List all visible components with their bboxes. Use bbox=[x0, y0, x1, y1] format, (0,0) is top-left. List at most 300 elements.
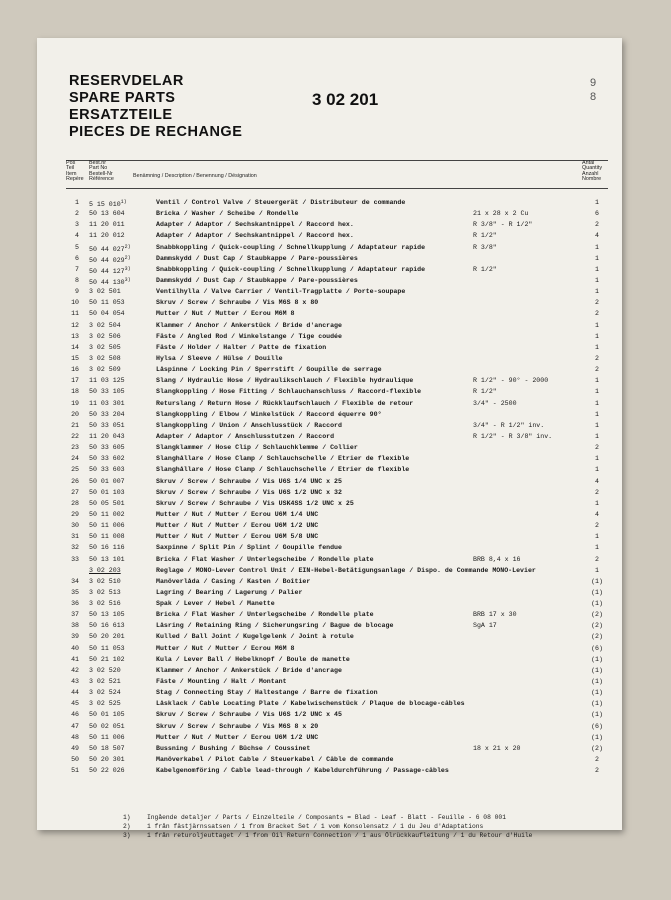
part-number: 50 11 006 bbox=[89, 522, 125, 530]
part-description: Mutter / Nut / Mutter / Ecrou U6M 5/8 UNC bbox=[156, 533, 319, 541]
part-number: 3 02 524 bbox=[89, 689, 121, 697]
part-quantity: 2 bbox=[595, 522, 599, 530]
part-description: Skruv / Screw / Schraube / Vis U6S 1/2 UNC x 45 bbox=[156, 711, 342, 719]
part-dimension: 3/4" - R 1/2" inv. bbox=[473, 421, 545, 429]
table-row bbox=[37, 321, 622, 332]
part-dimension: R 3/8" - R 1/2" bbox=[473, 221, 533, 229]
part-number: 50 13 105 bbox=[89, 611, 125, 619]
part-description: Låsring / Retaining Ring / Sicherungsring / Bague de blocage bbox=[156, 622, 394, 630]
table-row bbox=[37, 755, 622, 766]
table-row bbox=[37, 566, 622, 577]
title-german: ERSATZTEILE bbox=[69, 107, 173, 123]
part-description: Låsklack / Cable Locating Plate / Kabelwischenstück / Plaque de blocage-câbles bbox=[156, 700, 465, 708]
sheet-title bbox=[69, 73, 242, 141]
part-number: 50 11 006 bbox=[89, 733, 125, 741]
table-row bbox=[37, 298, 622, 309]
part-description: Klammer / Anchor / Ankerstück / Bride d'ancrage bbox=[156, 321, 342, 329]
part-description: Fäste / Holder / Halter / Patte de fixation bbox=[156, 343, 327, 351]
part-dimension: SgA 17 bbox=[473, 622, 497, 630]
col-head-qty: Antal Quantity Anzahl Nombre bbox=[582, 160, 603, 183]
item-position: 28 bbox=[71, 499, 79, 507]
item-position: 37 bbox=[71, 611, 79, 619]
part-quantity: 2 bbox=[595, 488, 599, 496]
table-row bbox=[37, 688, 622, 699]
part-description: Skruv / Screw / Schraube / Vis USK4SS 1/2 UNC x 25 bbox=[156, 499, 354, 507]
table-row bbox=[37, 766, 622, 777]
item-position: 18 bbox=[71, 388, 79, 396]
part-description: Bricka / Flat Washer / Unterlegscheibe / Rondelle plate bbox=[156, 555, 374, 563]
part-description: Reglage / MONO-Lever Control Unit / EIN-Hebel-Betätigungsanlage / Dispo. de Commande MONO-Levier bbox=[156, 566, 536, 574]
title-french: PIECES DE RECHANGE bbox=[69, 124, 243, 140]
part-quantity: 1 bbox=[595, 265, 599, 273]
part-description: Returslang / Return Hose / Rückklaufschlauch / Flexible de retour bbox=[156, 399, 414, 407]
part-description: Mutter / Nut / Mutter / Ecrou M6M 8 bbox=[156, 310, 295, 318]
item-position: 12 bbox=[71, 321, 79, 329]
item-position: 1 bbox=[75, 199, 79, 206]
item-position: 25 bbox=[71, 466, 79, 474]
part-quantity: 1 bbox=[595, 199, 599, 206]
part-quantity: 4 bbox=[595, 477, 599, 485]
part-quantity: 1 bbox=[595, 343, 599, 351]
item-position: 44 bbox=[71, 689, 79, 697]
part-number: 3 02 521 bbox=[89, 678, 121, 686]
part-quantity: 1 bbox=[595, 466, 599, 474]
part-quantity: 1 bbox=[595, 410, 599, 418]
part-number: 3 02 516 bbox=[89, 600, 121, 608]
part-quantity: 4 bbox=[595, 232, 599, 240]
part-quantity: (1) bbox=[591, 711, 603, 719]
item-position: 9 bbox=[75, 288, 79, 296]
table-row bbox=[37, 610, 622, 621]
item-position: 29 bbox=[71, 510, 79, 518]
part-quantity: 1 bbox=[595, 321, 599, 329]
part-description: Skruv / Screw / Schraube / Vis U6S 1/2 UNC x 32 bbox=[156, 488, 342, 496]
table-row bbox=[37, 744, 622, 755]
part-quantity: (1) bbox=[591, 666, 603, 674]
part-description: Slang / Hydraulic Hose / Hydraulikschlauch / Flexible hydraulique bbox=[156, 377, 414, 385]
title-swedish: RESERVDELAR bbox=[69, 73, 184, 89]
part-quantity: 1 bbox=[595, 288, 599, 296]
table-row bbox=[37, 666, 622, 677]
part-quantity: (2) bbox=[591, 744, 603, 752]
part-quantity: (1) bbox=[591, 577, 603, 585]
item-position: 30 bbox=[71, 522, 79, 530]
part-description: Slangklammer / Hose Clip / Schlauchklemme / Collier bbox=[156, 444, 358, 452]
part-description: Manöverkabel / Pilot Cable / Steuerkabel / Câble de commande bbox=[156, 756, 394, 764]
part-number: 3 02 505 bbox=[89, 343, 121, 351]
table-row bbox=[37, 632, 622, 643]
part-number: 50 20 301 bbox=[89, 756, 125, 764]
footnote-ref: 3) bbox=[124, 276, 131, 283]
footnote bbox=[37, 814, 622, 823]
part-number: 50 04 054 bbox=[89, 310, 125, 318]
part-description: Slanghållare / Hose Clamp / Schlauchschelle / Etrier de flexible bbox=[156, 466, 410, 474]
part-number: 5 15 010$^{1)}$ bbox=[89, 199, 127, 209]
part-description: Bussning / Bushing / Büchse / Coussinet bbox=[156, 744, 311, 752]
item-position: 10 bbox=[71, 299, 79, 307]
part-number: 50 05 501 bbox=[89, 499, 125, 507]
part-quantity: (6) bbox=[591, 644, 603, 652]
part-description: Adapter / Adaptor / Sechskantnippel / Raccord hex. bbox=[156, 221, 354, 229]
table-row bbox=[37, 354, 622, 365]
part-quantity: 2 bbox=[595, 221, 599, 229]
table-row bbox=[37, 555, 622, 566]
part-description: Saxpinne / Split Pin / Splint / Goupille fendue bbox=[156, 544, 342, 552]
part-number: 50 44 130$^{3)}$ bbox=[89, 276, 131, 287]
part-dimension: 21 x 28 x 2 Cu bbox=[473, 210, 529, 218]
part-description: Skruv / Screw / Schraube / Vis M6S 8 x 80 bbox=[156, 299, 319, 307]
table-row bbox=[37, 577, 622, 588]
part-number: 50 44 127$^{3)}$ bbox=[89, 265, 131, 276]
part-description: Spak / Lever / Hebel / Manette bbox=[156, 600, 275, 608]
footnote-ref: 3) bbox=[124, 265, 131, 272]
item-position: 19 bbox=[71, 399, 79, 407]
part-number: 3 02 508 bbox=[89, 354, 121, 362]
part-dimension: 3/4" - 2500 bbox=[473, 399, 517, 407]
item-position: 49 bbox=[71, 744, 79, 752]
part-description: Slangkoppling / Hose Fitting / Schlauchanschluss / Raccord-flexible bbox=[156, 388, 422, 396]
part-quantity: (1) bbox=[591, 678, 603, 686]
part-number: 50 13 101 bbox=[89, 555, 125, 563]
part-quantity: (2) bbox=[591, 633, 603, 641]
part-dimension: R 1/2" bbox=[473, 265, 497, 273]
table-row bbox=[37, 510, 622, 521]
table-row bbox=[37, 454, 622, 465]
table-row bbox=[37, 465, 622, 476]
item-position: 34 bbox=[71, 577, 79, 585]
part-number: 50 11 053 bbox=[89, 644, 125, 652]
part-number: 3 02 509 bbox=[89, 366, 121, 374]
part-description: Slangkoppling / Union / Anschlusstück / Raccord bbox=[156, 421, 342, 429]
part-number: 3 02 520 bbox=[89, 666, 121, 674]
part-description: Snabbkoppling / Quick-coupling / Schnellkupplung / Adaptateur rapide bbox=[156, 265, 426, 273]
part-number: 11 03 301 bbox=[89, 399, 125, 407]
footnote-ref: 1) bbox=[120, 199, 127, 205]
part-number: 50 33 605 bbox=[89, 444, 125, 452]
col-head-pos: Pos Teil Item Repère bbox=[66, 160, 84, 183]
part-number: 50 01 007 bbox=[89, 477, 125, 485]
table-row bbox=[37, 477, 622, 488]
part-quantity: 2 bbox=[595, 366, 599, 374]
item-position: 15 bbox=[71, 354, 79, 362]
part-number: 50 16 116 bbox=[89, 544, 125, 552]
table-row bbox=[37, 532, 622, 543]
part-description: Bricka / Flat Washer / Unterlegscheibe / Rondelle plate bbox=[156, 611, 374, 619]
footnote bbox=[37, 823, 622, 832]
table-row bbox=[37, 220, 622, 231]
item-position: 8 bbox=[75, 276, 79, 284]
item-position: 7 bbox=[75, 265, 79, 273]
part-quantity: 2 bbox=[595, 555, 599, 563]
part-number: 50 20 201 bbox=[89, 633, 125, 641]
table-row bbox=[37, 365, 622, 376]
item-position: 46 bbox=[71, 711, 79, 719]
table-row bbox=[37, 343, 622, 354]
part-quantity: 6 bbox=[595, 210, 599, 218]
table-row bbox=[37, 332, 622, 343]
item-position: 22 bbox=[71, 432, 79, 440]
table-row bbox=[37, 387, 622, 398]
part-quantity: (2) bbox=[591, 611, 603, 619]
part-dimension: R 1/2" - 90° - 2000 bbox=[473, 377, 549, 385]
table-row bbox=[37, 421, 622, 432]
part-quantity: 2 bbox=[595, 354, 599, 362]
item-position: 33 bbox=[71, 555, 79, 563]
part-number: 3 02 525 bbox=[89, 700, 121, 708]
part-number: 50 16 613 bbox=[89, 622, 125, 630]
item-position: 32 bbox=[71, 544, 79, 552]
item-position: 35 bbox=[71, 588, 79, 596]
part-description: Bricka / Washer / Scheibe / Rondelle bbox=[156, 210, 299, 218]
table-row bbox=[37, 276, 622, 287]
part-number: 50 21 102 bbox=[89, 655, 125, 663]
part-description: Kabelgenomföring / Cable lead-through / Kabeldurchführung / Passage-câbles bbox=[156, 767, 449, 775]
part-description: Fäste / Angled Rod / Winkelstange / Tige coudée bbox=[156, 332, 342, 340]
part-dimension: BRB 17 x 30 bbox=[473, 611, 517, 619]
part-quantity: 1 bbox=[595, 533, 599, 541]
part-quantity: (1) bbox=[591, 588, 603, 596]
item-position: 39 bbox=[71, 633, 79, 641]
part-description: Dammskydd / Dust Cap / Staubkappe / Pare-poussières bbox=[156, 254, 358, 262]
part-quantity: 1 bbox=[595, 455, 599, 463]
part-description: Snabbkoppling / Quick-coupling / Schnellkupplung / Adaptateur rapide bbox=[156, 243, 426, 251]
item-position: 24 bbox=[71, 455, 79, 463]
part-quantity: 2 bbox=[595, 299, 599, 307]
table-row bbox=[37, 432, 622, 443]
table-row bbox=[37, 677, 622, 688]
item-position: 20 bbox=[71, 410, 79, 418]
part-number: 50 18 507 bbox=[89, 744, 125, 752]
part-number: 3 02 203 bbox=[89, 566, 121, 574]
part-number: 50 13 604 bbox=[89, 210, 125, 218]
item-position: 48 bbox=[71, 733, 79, 741]
part-description: Dammskydd / Dust Cap / Staubkappe / Pare-poussières bbox=[156, 276, 358, 284]
table-row bbox=[37, 309, 622, 320]
item-position: 47 bbox=[71, 722, 79, 730]
part-quantity: 1 bbox=[595, 388, 599, 396]
part-quantity: 1 bbox=[595, 544, 599, 552]
part-dimension: R 1/2" - R 3/8" inv. bbox=[473, 432, 553, 440]
item-position: 2 bbox=[75, 210, 79, 218]
part-number: 50 11 008 bbox=[89, 533, 125, 541]
part-number: 50 33 051 bbox=[89, 421, 125, 429]
part-number: 50 33 603 bbox=[89, 466, 125, 474]
part-dimension: R 1/2" bbox=[473, 232, 497, 240]
footnotes bbox=[37, 814, 622, 841]
part-description: Hylsa / Sleeve / Hülse / Douille bbox=[156, 354, 283, 362]
item-position: 13 bbox=[71, 332, 79, 340]
part-number: 50 02 051 bbox=[89, 722, 125, 730]
item-position: 4 bbox=[75, 232, 79, 240]
part-number: 11 20 043 bbox=[89, 432, 125, 440]
footnote-text: Ingående detaljer / Parts / Einzelteile / Composants = Blad - Leaf - Blatt - Feuille - 6 08 001 bbox=[147, 814, 506, 821]
part-number: 50 33 105 bbox=[89, 388, 125, 396]
part-number: 11 20 011 bbox=[89, 221, 125, 229]
part-dimension: R 1/2" bbox=[473, 388, 497, 396]
part-description: Låspinne / Locking Pin / Sperrstift / Goupille de serrage bbox=[156, 366, 382, 374]
item-position: 5 bbox=[75, 243, 79, 251]
part-quantity: 2 bbox=[595, 767, 599, 775]
part-quantity: 1 bbox=[595, 432, 599, 440]
item-position: 31 bbox=[71, 533, 79, 541]
item-position: 21 bbox=[71, 421, 79, 429]
part-number: 50 22 026 bbox=[89, 767, 125, 775]
col-head-desc: Benämning / Description / Benennung / Désignation bbox=[133, 173, 257, 179]
header-rule-top bbox=[66, 160, 608, 161]
table-row bbox=[37, 243, 622, 254]
part-quantity: 1 bbox=[595, 254, 599, 262]
footnote bbox=[37, 832, 622, 841]
table-row bbox=[37, 376, 622, 387]
margin-mark: 9 8 bbox=[590, 77, 597, 103]
part-number: 11 03 125 bbox=[89, 377, 125, 385]
item-position: 3 bbox=[75, 221, 79, 229]
part-number: 11 20 012 bbox=[89, 232, 125, 240]
part-number: 50 33 602 bbox=[89, 455, 125, 463]
table-row bbox=[37, 588, 622, 599]
part-quantity: (1) bbox=[591, 600, 603, 608]
part-description: Klammer / Anchor / Ankerstück / Bride d'ancrage bbox=[156, 666, 342, 674]
part-description: Manöverlåda / Casing / Kasten / Boîtier bbox=[156, 577, 311, 585]
table-row bbox=[37, 521, 622, 532]
item-position: 26 bbox=[71, 477, 79, 485]
part-number: 3 02 501 bbox=[89, 288, 121, 296]
part-number: 50 33 204 bbox=[89, 410, 125, 418]
item-position: 41 bbox=[71, 655, 79, 663]
part-quantity: 2 bbox=[595, 310, 599, 318]
part-description: Mutter / Nut / Mutter / Ecrou M6M 8 bbox=[156, 644, 295, 652]
part-number: 3 02 504 bbox=[89, 321, 121, 329]
part-description: Kulled / Ball Joint / Kugelgelenk / Joint à rotule bbox=[156, 633, 354, 641]
part-quantity: 1 bbox=[595, 399, 599, 407]
part-description: Mutter / Nut / Mutter / Ecrou U6M 1/2 UNC bbox=[156, 522, 319, 530]
assembly-part-number: 3 02 201 bbox=[312, 90, 379, 109]
part-quantity: (2) bbox=[591, 622, 603, 630]
table-row bbox=[37, 699, 622, 710]
col-head-part: Best.nr Part No Bestell-Nr Référence bbox=[89, 160, 114, 183]
part-description: Stag / Connecting Stay / Haltestange / Barre de fixation bbox=[156, 689, 378, 697]
table-row bbox=[37, 722, 622, 733]
item-position: 45 bbox=[71, 700, 79, 708]
part-dimension: BRB 8,4 x 16 bbox=[473, 555, 521, 563]
part-dimension: 18 x 21 x 20 bbox=[473, 744, 521, 752]
footnote-ref: 2) bbox=[124, 243, 131, 250]
table-row bbox=[37, 209, 622, 220]
part-number: 3 02 510 bbox=[89, 577, 121, 585]
table-row bbox=[37, 265, 622, 276]
item-position: 14 bbox=[71, 343, 79, 351]
table-row bbox=[37, 621, 622, 632]
part-number: 50 11 053 bbox=[89, 299, 125, 307]
part-description: Adapter / Adaptor / Sechskantnippel / Raccord hex. bbox=[156, 232, 354, 240]
table-row bbox=[37, 655, 622, 666]
part-description: Mutter / Nut / Mutter / Ecrou U6M 1/2 UNC bbox=[156, 733, 319, 741]
part-number: 50 01 105 bbox=[89, 711, 125, 719]
table-row bbox=[37, 287, 622, 298]
item-position: 42 bbox=[71, 666, 79, 674]
item-position: 23 bbox=[71, 444, 79, 452]
part-quantity: 1 bbox=[595, 377, 599, 385]
item-position: 27 bbox=[71, 488, 79, 496]
item-position: 16 bbox=[71, 366, 79, 374]
part-description: Mutter / Nut / Mutter / Ecrou U6M 1/4 UNC bbox=[156, 510, 319, 518]
table-row bbox=[37, 231, 622, 242]
item-position: 17 bbox=[71, 377, 79, 385]
table-row bbox=[37, 599, 622, 610]
part-quantity: (1) bbox=[591, 689, 603, 697]
part-description: Ventil / Control Valve / Steuergerät / Distributeur de commande bbox=[156, 199, 406, 206]
footnote-marker: 3) bbox=[123, 832, 131, 839]
part-quantity: (6) bbox=[591, 722, 603, 730]
table-row bbox=[37, 710, 622, 721]
part-description: Fäste / Mounting / Halt / Montant bbox=[156, 678, 287, 686]
title-english: SPARE PARTS bbox=[69, 90, 176, 106]
table-row bbox=[37, 543, 622, 554]
parts-table bbox=[37, 198, 622, 777]
part-description: Slangkoppling / Elbow / Winkelstück / Raccord équerre 90° bbox=[156, 410, 382, 418]
table-row bbox=[37, 254, 622, 265]
part-description: Skruv / Screw / Schraube / Vis U6S 1/4 UNC x 25 bbox=[156, 477, 342, 485]
item-position: 43 bbox=[71, 678, 79, 686]
item-position: 40 bbox=[71, 644, 79, 652]
part-description: Kula / Lever Ball / Hebelknopf / Boule de manette bbox=[156, 655, 350, 663]
part-quantity: 1 bbox=[595, 566, 599, 574]
parts-sheet bbox=[37, 38, 622, 839]
part-description: Skruv / Screw / Schraube / Vis M6S 8 x 20 bbox=[156, 722, 319, 730]
part-dimension: R 3/8" bbox=[473, 243, 497, 251]
part-quantity: 2 bbox=[595, 756, 599, 764]
item-position: 38 bbox=[71, 622, 79, 630]
part-description: Ventilhylla / Valve Carrier / Ventil-Tragplatte / Porte-soupape bbox=[156, 288, 406, 296]
part-description: Lagring / Bearing / Lagerung / Palier bbox=[156, 588, 303, 596]
part-quantity: 1 bbox=[595, 332, 599, 340]
table-row bbox=[37, 488, 622, 499]
table-row bbox=[37, 644, 622, 655]
item-position: 6 bbox=[75, 254, 79, 262]
footnote-marker: 1) bbox=[123, 814, 131, 821]
part-quantity: 1 bbox=[595, 499, 599, 507]
part-quantity: (1) bbox=[591, 700, 603, 708]
part-quantity: 1 bbox=[595, 276, 599, 284]
table-row bbox=[37, 399, 622, 410]
part-description: Adapter / Adaptor / Anschlusstutzen / Raccord bbox=[156, 432, 335, 440]
part-quantity: 1 bbox=[595, 243, 599, 251]
part-number: 3 02 513 bbox=[89, 588, 121, 596]
part-number: 50 01 103 bbox=[89, 488, 125, 496]
footnote-text: 1 från fästjärnssatsen / 1 from Bracket Set / 1 vom Konsolensatz / 1 du Jeu d'Adaptations bbox=[147, 823, 484, 830]
part-number: 3 02 506 bbox=[89, 332, 121, 340]
footnote-marker: 2) bbox=[123, 823, 131, 830]
part-quantity: 4 bbox=[595, 510, 599, 518]
part-number: 50 44 029$^{2)}$ bbox=[89, 254, 131, 264]
part-number: 50 44 027$^{2)}$ bbox=[89, 243, 131, 253]
part-quantity: 1 bbox=[595, 421, 599, 429]
item-position: 51 bbox=[71, 767, 79, 775]
part-description: Slanghållare / Hose Clamp / Schlauchschelle / Etrier de flexible bbox=[156, 455, 410, 463]
table-row bbox=[37, 733, 622, 744]
part-number: 50 11 002 bbox=[89, 510, 125, 518]
table-row bbox=[37, 499, 622, 510]
item-position: 50 bbox=[71, 756, 79, 764]
table-row bbox=[37, 198, 622, 209]
footnote-text: 1 från returoljeuttaget / 1 from Oil Return Connection / 1 aus Ölrückkaufleitung / 1 du Retour d'Huile bbox=[147, 832, 533, 839]
item-position: 36 bbox=[71, 600, 79, 608]
table-row bbox=[37, 410, 622, 421]
part-quantity: 2 bbox=[595, 444, 599, 452]
part-quantity: (1) bbox=[591, 733, 603, 741]
table-row bbox=[37, 443, 622, 454]
footnote-ref: 2) bbox=[124, 254, 131, 261]
